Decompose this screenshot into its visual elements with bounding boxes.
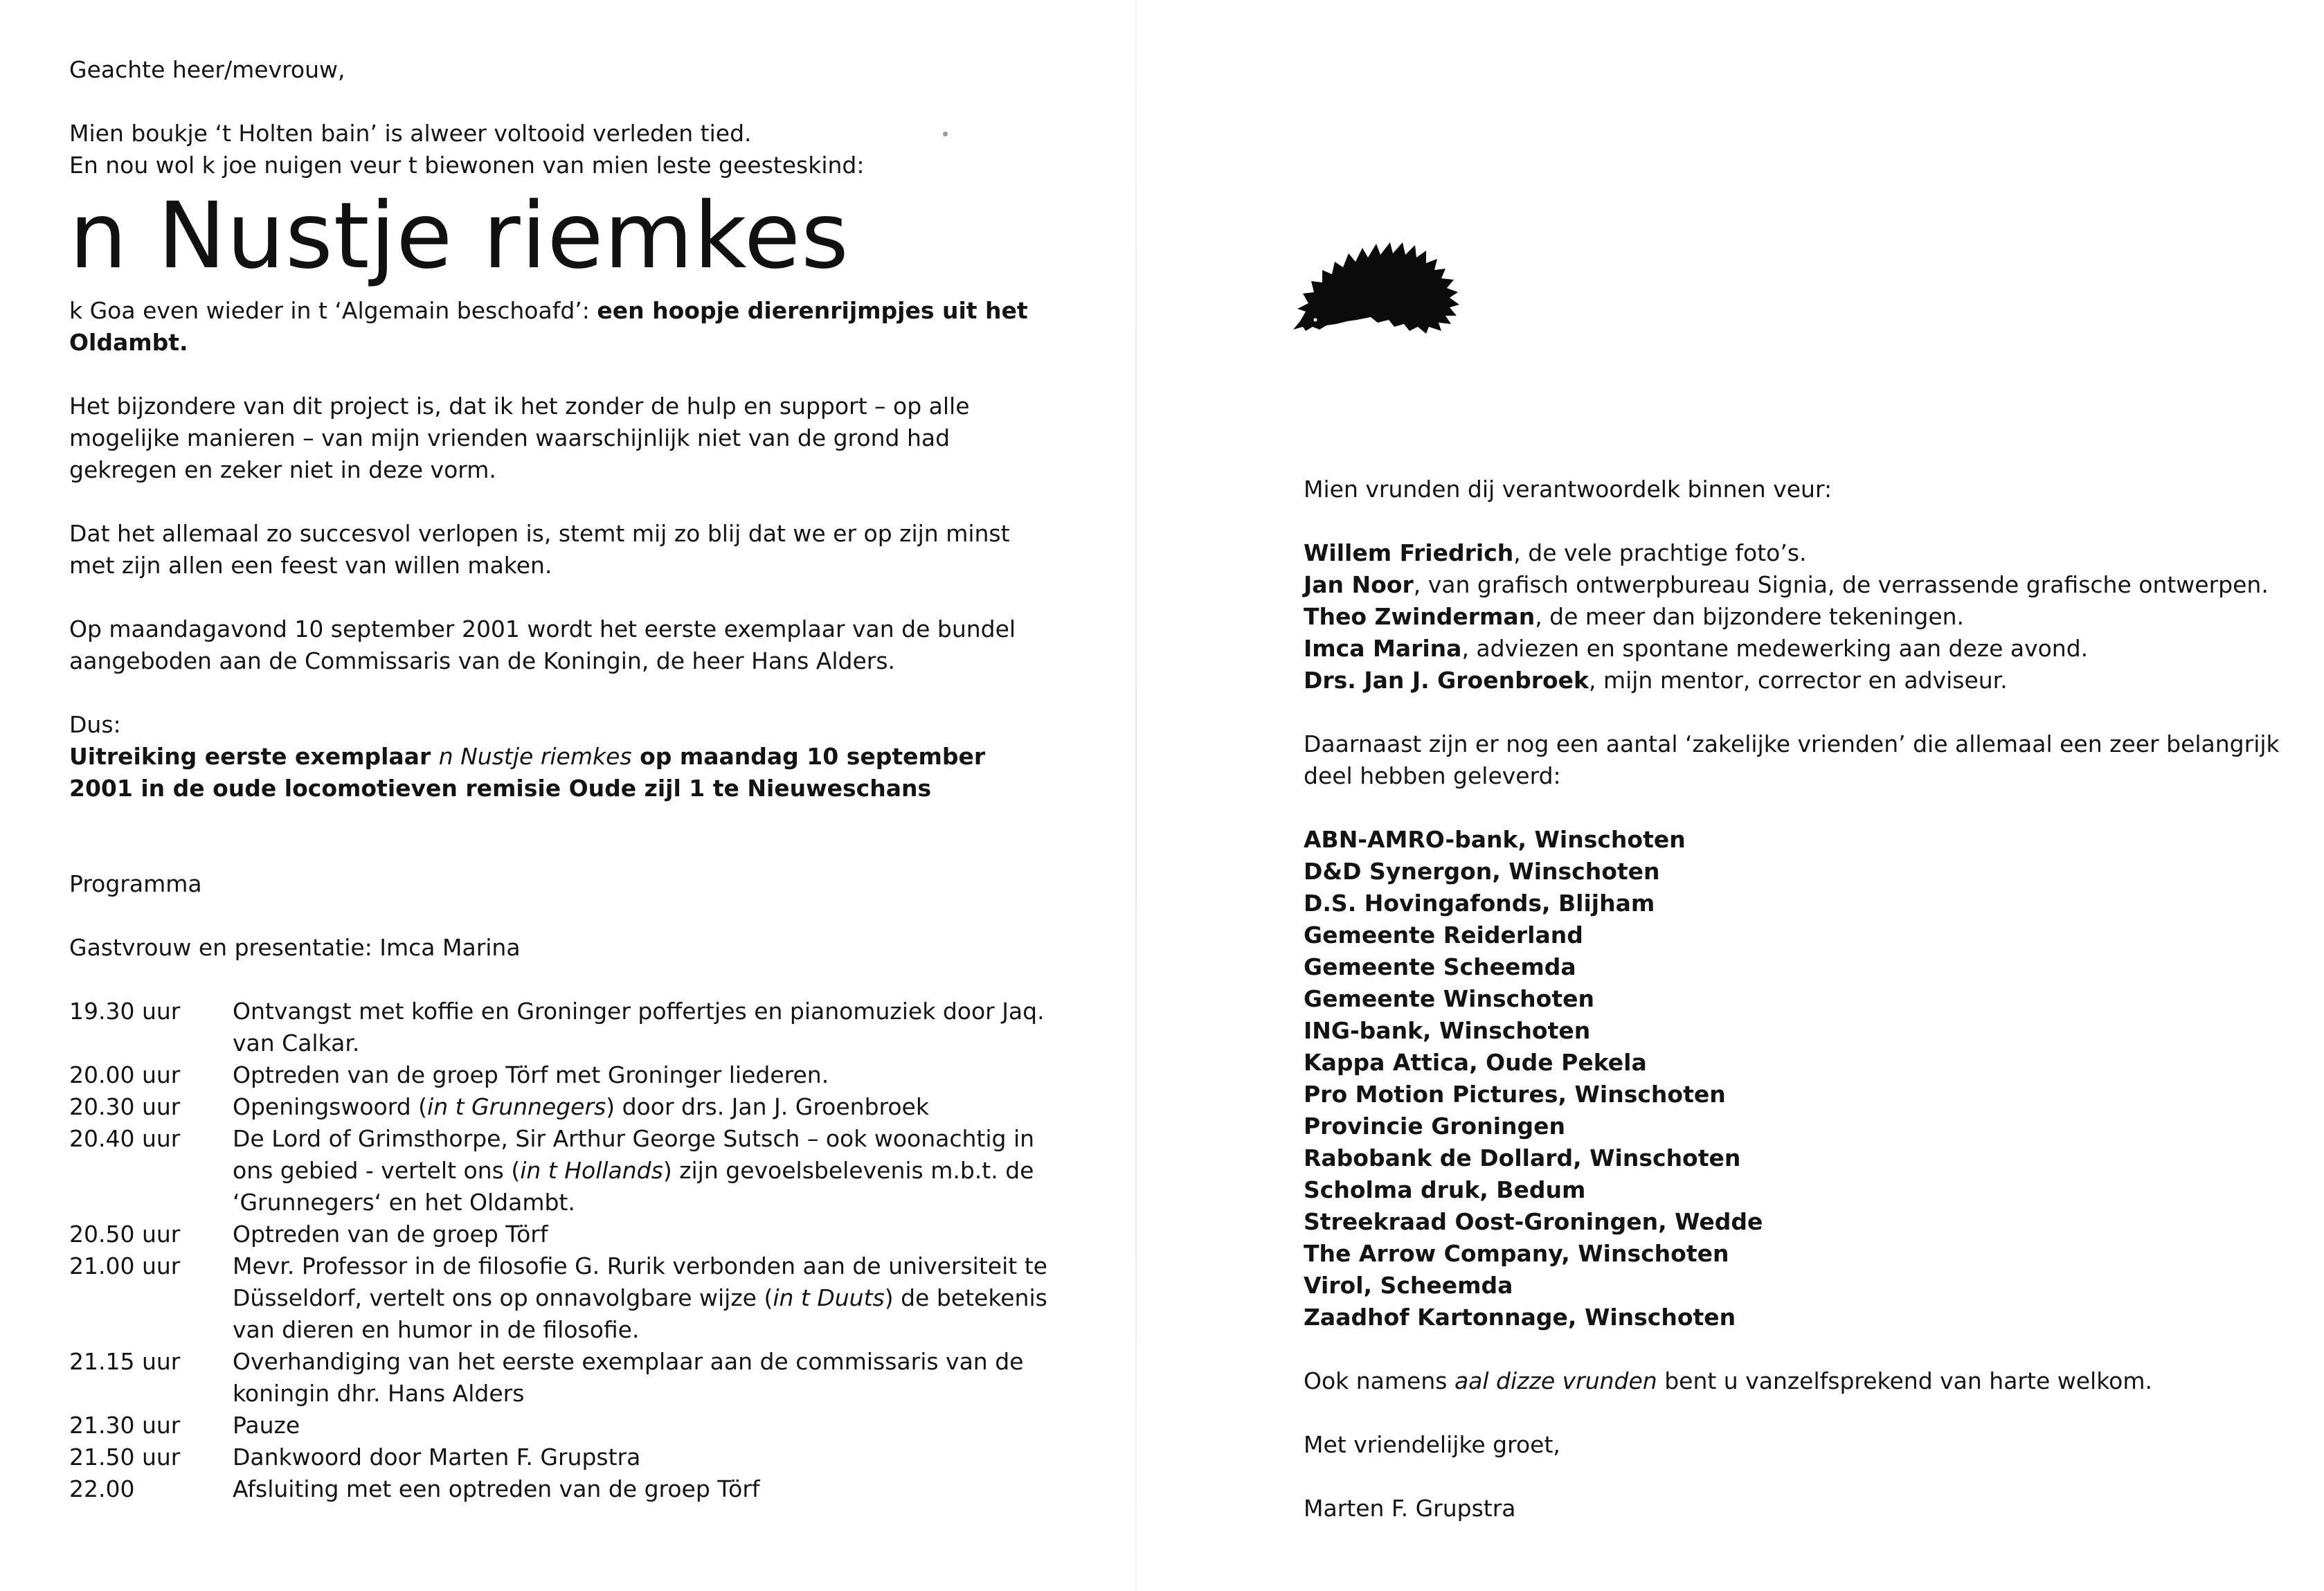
paragraph-feest: Dat het allemaal zo succesvol verlopen is, stemt mij zo blij dat we er op zijn minst met zijn allen een feest van willen maken. [69,520,1010,579]
programma-heading: Programma [69,870,202,897]
program-desc-italic: in t Grunnegers [427,1093,606,1120]
uitreiking-italic-title: n Nustje riemkes [438,743,632,770]
gastvrouw-line: Gastvrouw en presentatie: Imca Marina [69,934,521,961]
credit-line [1304,537,2287,569]
program-row [69,1091,1052,1123]
program-desc: Pauze [233,1412,300,1439]
welkom-line [1304,1365,2287,1397]
program-desc: Overhandiging van het eerste exemplaar aan de commissaris van de koningin dhr. Hans Alders [233,1348,1024,1407]
program-time: 21.00 uur [69,1252,181,1279]
intro-paragraph [69,295,1052,359]
program-row [69,1410,1052,1441]
right-page [1304,474,2287,1525]
uitreiking-bold-2: op maandag 10 september 2001 in de oude locomotieven remisie Oude zijl 1 te Nieuweschans [69,743,986,802]
vrunden-intro: Mien vrunden dij verantwoordelk binnen veur: [1304,476,1832,503]
program-row [69,1250,1052,1346]
sponsor-item: D.S. Hovingafonds, Blijham [1304,890,1655,917]
program-row [69,1059,1052,1091]
program-time: 20.00 uur [69,1061,181,1088]
paragraph-project: Het bijzondere van dit project is, dat ik het zonder de hulp en support – op alle mogelijke manieren – van mijn vrienden waarschijnlijk niet van de grond had gekregen en zeker niet in deze vorm. [69,393,970,483]
credit-name: Drs. Jan J. Groenbroek [1304,667,1589,694]
sponsor-item: ABN-AMRO-bank, Winschoten [1304,826,1686,853]
sponsor-item: Provincie Groningen [1304,1113,1566,1140]
program-row [69,1441,1052,1473]
program-row [69,1123,1052,1219]
sponsor-item: Scholma druk, Bedum [1304,1176,1586,1203]
program-desc: Afsluiting met een optreden van de groep Törf [233,1475,760,1502]
program-time: 20.30 uur [69,1093,181,1120]
welkom-italic: aal dizze vrunden [1454,1367,1657,1394]
program-time: 20.40 uur [69,1125,181,1152]
zakelijk-intro: Daarnaast zijn er nog een aantal ‘zakelijke vrienden’ die allemaal een zeer belangrijk deel hebben geleverd: [1304,730,2280,789]
sponsor-item: Zaadhof Kartonnage, Winschoten [1304,1304,1736,1331]
credit-line [1304,569,2287,601]
program-time: 21.15 uur [69,1348,181,1375]
sponsor-item: Kappa Attica, Oude Pekela [1304,1049,1647,1076]
program-desc-part: ) zijn gevoelsbelevenis m.b.t. de ‘Grunnegers‘ en het Oldambt. [233,1157,1034,1216]
program-time: 20.50 uur [69,1221,181,1248]
credit-role: , van grafisch ontwerpbureau Signia, de verrassende grafische ontwerpen. [1413,571,2269,598]
program-desc: Ontvangst met koffie en Groninger poffertjes en pianomuziek door Jaq. van Calkar. [233,998,1045,1057]
credit-line [1304,601,2287,633]
sponsor-item: Streekraad Oost-Groningen, Wedde [1304,1208,1763,1235]
program-desc-italic: in t Hollands [520,1157,663,1184]
program-time: 19.30 uur [69,998,181,1025]
credit-role: , mijn mentor, corrector en adviseur. [1588,667,2008,694]
sponsor-item: The Arrow Company, Winschoten [1304,1240,1729,1267]
program-row [69,1346,1052,1410]
program-desc-part: Openingswoord ( [233,1093,428,1120]
sponsor-item: Gemeente Scheemda [1304,953,1576,980]
sponsor-item: Pro Motion Pictures, Winschoten [1304,1081,1726,1108]
greeting: Geachte heer/mevrouw, [69,56,345,83]
credit-name: Willem Friedrich [1304,539,1514,566]
program-time: 21.30 uur [69,1412,181,1439]
program-desc-part: Mevr. Professor in de filosofie G. Rurik verbonden aan de universiteit te Düsseldorf, vertelt ons op onnavolgbare wijze ( [233,1252,1047,1311]
uitreiking-announcement [69,741,1052,805]
credits-list [1304,537,2287,696]
sponsor-item: D&D Synergon, Winschoten [1304,858,1660,885]
program-desc-italic: in t Duuts [773,1284,885,1311]
signature-name: Marten F. Grupstra [1304,1495,1516,1522]
page-fold [1135,0,1137,1591]
paragraph-date: Op maandagavond 10 september 2001 wordt het eerste exemplaar van de bundel aangeboden aan de Commissaris van de Koningin, de heer Hans Alders. [69,615,1016,674]
intro-line-2: En nou wol k joe nuigen veur t biewonen van mien leste geesteskind: [69,152,865,179]
dus-label: Dus: [69,711,121,738]
credit-role: , adviezen en spontane medewerking aan deze avond. [1461,635,2089,662]
sponsor-item: Gemeente Reiderland [1304,922,1583,949]
program-desc-part: ) de betekenis van dieren en humor in de filosofie. [233,1284,1047,1343]
intro-paragraph-text: k Goa even wieder in t ‘Algemain beschoafd’: [69,297,597,324]
uitreiking-bold-1: Uitreiking eerste exemplaar [69,743,439,770]
sponsor-list [1304,824,2287,1333]
program-desc: Optreden van de groep Törf met Groninger liederen. [233,1061,829,1088]
credit-name: Imca Marina [1304,635,1462,662]
program-desc [233,1250,1052,1346]
program-time: 21.50 uur [69,1444,181,1471]
program-desc: Dankwoord door Marten F. Grupstra [233,1444,641,1471]
program-desc-part: De Lord of Grimsthorpe, Sir Arthur George Sutsch – ook woonachtig in ons gebied - vertelt ons ( [233,1125,1035,1184]
program-time: 22.00 [69,1475,135,1502]
program-desc: Optreden van de groep Törf [233,1221,548,1248]
program-desc-part: ) door drs. Jan J. Groenbroek [606,1093,929,1120]
closing-greeting: Met vriendelijke groet, [1304,1431,1560,1458]
program-row [69,996,1052,1059]
credit-name: Theo Zwinderman [1304,603,1535,630]
credit-line [1304,665,2287,696]
welkom-part: bent u vanzelfsprekend van harte welkom. [1657,1367,2152,1394]
credit-role: , de meer dan bijzondere tekeningen. [1535,603,1965,630]
credit-name: Jan Noor [1304,571,1414,598]
sponsor-item: Virol, Scheemda [1304,1272,1513,1299]
sponsor-item: Rabobank de Dollard, Winschoten [1304,1144,1741,1171]
intro-line-1: Mien boukje ‘t Holten bain’ is alweer voltooid verleden tied. [69,120,752,147]
program-row [69,1219,1052,1250]
sponsor-item: Gemeente Winschoten [1304,985,1594,1012]
program-row [69,1473,1052,1505]
credit-line [1304,633,2287,665]
left-page [69,54,1052,1505]
credit-role: , de vele prachtige foto’s. [1513,539,1807,566]
program-desc [233,1091,1052,1123]
program-desc [233,1123,1052,1219]
book-title: n Nustje riemkes [69,183,849,289]
sponsor-item: ING-bank, Winschoten [1304,1017,1591,1044]
hedgehog-silhouette-icon [1288,202,1488,334]
welkom-part: Ook namens [1304,1367,1454,1394]
program-schedule [69,996,1052,1505]
intro-paragraph-bold: een hoopje dierenrijmpjes uit het Oldambt. [69,297,1028,356]
